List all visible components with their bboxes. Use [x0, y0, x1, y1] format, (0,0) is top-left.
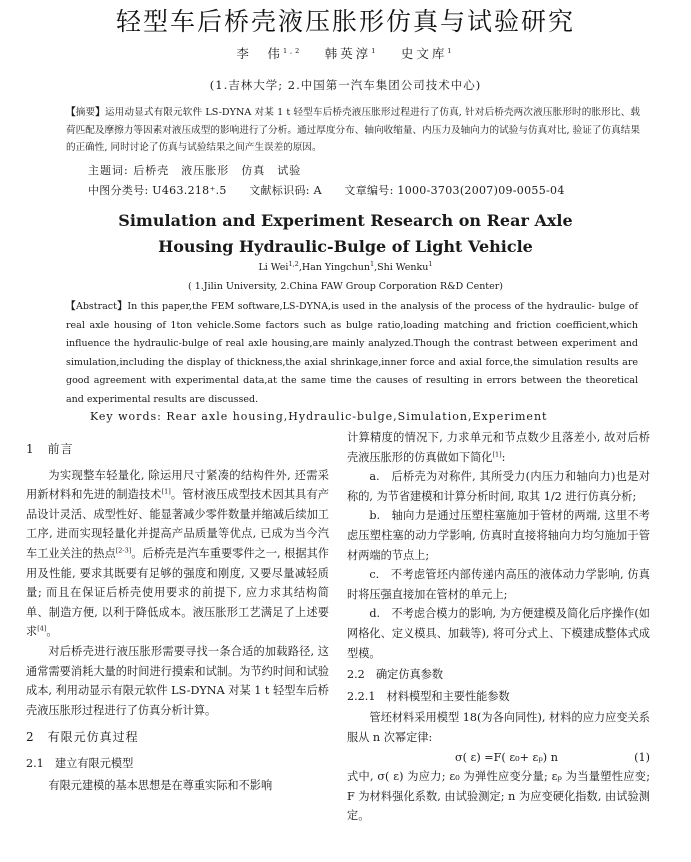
abstract-en-label: Abstract	[75, 301, 117, 312]
equation	[347, 748, 650, 768]
affiliation-en: ( 1.Jilin University, 2.China FAW Group Corporation R&D Center)	[188, 281, 503, 292]
equation-number: (1)	[634, 750, 650, 764]
paragraph: 对后桥壳进行液压胀形需要寻找一条合适的加载路径, 这通常需要消耗大量的时间进行摸索和试制。为节约时间和试验成本, 利用动显示有限元软件 LS-DYNA 对某 1 t 轻型车后桥壳液压胀形过程进行了仿真分析计算。	[26, 644, 329, 717]
keywords-en: Key words: Rear axle housing,Hydraulic-bulge,Simulation,Experiment	[90, 410, 548, 423]
citation: [4]	[37, 624, 47, 633]
author-sup: 1	[447, 46, 455, 55]
paper-title-en	[0, 208, 691, 260]
list-item: d. 不考虑合模力的影响, 为方便建模及简化后序操作(如网格化、定义模具、加载等), 将可分式上、下模建成整体式成型模。	[347, 607, 650, 660]
list-item: c. 不考虑管坯内部传递内高压的液体动力学影响, 仿真时将压强直接加在管材的单元上;	[347, 568, 650, 601]
keywords-cn: 主题词: 后桥壳 液压胀形 仿真 试验	[88, 164, 302, 177]
author-name: 史文库	[400, 46, 448, 61]
subsection-heading: 2.1 建立有限元模型	[26, 756, 134, 770]
abstract-cn: 【摘要】运用动显式有限元软件 LS-DYNA 对某 1 t 轻型车后桥壳液压胀形过程进行了仿真, 针对后桥壳两次液压胀形时的胀形比、载荷匹配及摩擦力等因素对液压成型的影响进行了分析。通过厚度分布、轴向收缩量、内压力及轴向力的试验与仿真对比, 验证了仿真结果的正确性, 同时讨论了仿真与试验结果之间产生误差的原因。	[66, 107, 641, 153]
section-heading: 1 前言	[26, 442, 74, 456]
abstract-cn-text: 运用动显式有限元软件 LS-DYNA 对某 1 t 轻型车后桥壳液压胀形过程进行了仿真, 针对后桥壳两次液压胀形时的胀形比、载荷匹配及摩擦力等因素对液压成型的影响进行了分析。通过厚度分布、轴向收缩量、内压力及轴向力的试验与仿真对比, 验证了仿真结果的正确性, 同时讨论了仿真与试验结果之间产生误差的原因。	[66, 107, 641, 153]
author-sup: 1,2	[282, 46, 303, 55]
paragraph: 管坯材料采用模型 18(为各向同性), 材料的应力应变关系服从 n 次幂定律:	[347, 711, 650, 744]
left-column	[26, 432, 329, 795]
author-name: 韩英淳	[324, 46, 372, 61]
author-sup: 1	[371, 46, 379, 55]
author-name: Li Wei	[258, 262, 289, 273]
citation: [2-3]	[115, 546, 132, 555]
list-item: b. 轴向力是通过压塑柱塞施加于管材的两端, 这里不考虑压塑柱塞的动力学影响, 仿真时直接将轴向力均匀施加于管材两端的节点上;	[347, 509, 650, 562]
abstract-en: 【Abstract】In this paper,the FEM software,LS-DYNA,is used in the analysis of the process of the hydraulic- bulge of real axle housing of 1ton vehicle.Some factors such as bulge ratio,loading matching and friction coefficient,which influence the hydraulic-bulge of real axle housing,are mainly analyzed.Though the contrast between experiment and simulation,including the display of thickness,the axial shrinkage,inner force and axial force,the simulation results are good agreement with experimental data,at the same time the causes of resulting in errors between the theoretical and experimental results are discussed.	[66, 301, 638, 405]
section-heading: 2 有限元仿真过程	[26, 730, 139, 745]
abstract-cn-label: 摘要	[75, 107, 96, 118]
author-name: 李 伟	[236, 46, 283, 61]
authors-cn	[0, 44, 691, 62]
author-sup: 1	[369, 259, 375, 268]
subsubsection-heading: 2.2.1 材料模型和主要性能参数	[347, 689, 510, 703]
citation: [1]	[161, 487, 171, 496]
paper-title-cn: 轻型车后桥壳液压胀形仿真与试验研究	[115, 7, 575, 36]
author-name: Shi Wenku	[377, 262, 429, 273]
author-sup: 1	[428, 259, 433, 268]
classification-cn: 中图分类号: U463.218⁺.5 文献标识码: A 文章编号: 1000-3703(2007)09-0055-04	[88, 184, 565, 197]
paragraph: 计算精度的情况下, 力求单元和节点数少且落差小, 故对后桥壳液压胀形的仿真做如下简化[1]:	[347, 431, 650, 464]
right-column	[347, 428, 650, 826]
paragraph: 为实现整车轻量化, 除运用尺寸紧凑的结构件外, 还需采用新材料和先进的制造技术[1]。管材液压成型技术因其具有产品设计灵活、成型性好、能显著减少零件数量并缩减后续加工工序, 进而实现轻量化并提高产品质量等优点, 已成为当今汽车工业关注的热点[2-3]。后桥壳是汽车重要零件之一, 根据其作用及性能, 要求其既要有足够的强度和刚度, 又要尽量减轻质量; 而且在保证后桥壳使用要求的前提下, 应力求其结构简单、制造方便, 以利于降低成本。液压胀形工艺满足了上述要求[4]。	[26, 468, 329, 639]
title-en-line: Simulation and Experiment Research on Rear Axle	[118, 211, 573, 230]
author-sup: 1,2	[288, 259, 299, 268]
abstract-en-text: In this paper,the FEM software,LS-DYNA,is used in the analysis of the process of the hydraulic- bulge of real axle housing of 1ton vehicle.Some factors such as bulge ratio,loading matching and friction coefficient,which influence the hydraulic-bulge of real axle housing,are mainly analyzed.Though the contrast between experiment and simulation,including the display of thickness,the axial shrinkage,inner force and axial force,the simulation results are good agreement with experimental data,at the same time the causes of resulting in errors between the theoretical and experimental results are discussed.	[66, 301, 638, 405]
paragraph: 有限元建模的基本思想是在尊重实际和不影响	[48, 778, 273, 792]
list-item: a. 后桥壳为对称件, 其所受力(内压力和轴向力)也是对称的, 为节省建模和计算分析时间, 取其 1/2 进行仿真分析;	[347, 470, 650, 503]
authors-en: Li Wei$^{1,2}$,Han Yingchun$^1$,Shi Wenku$^1$	[258, 259, 433, 273]
subsection-heading: 2.2 确定仿真参数	[347, 668, 444, 682]
title-en-line: Housing Hydraulic-Bulge of Light Vehicle	[158, 237, 533, 256]
equation-body: σ( ε) =F( ε₀+ εₚ) n	[455, 750, 558, 764]
paragraph: 式中, σ( ε) 为应力; ε₀ 为弹性应变分量; εₚ 为当量塑性应变; F 为材料强化系数, 由试验测定; n 为应变硬化指数, 由试验测定。	[347, 770, 650, 823]
citation: [1]	[492, 449, 502, 458]
author-name: Han Yingchun	[301, 262, 370, 273]
affiliation-cn: (1.吉林大学; 2.中国第一汽车集团公司技术中心)	[209, 78, 482, 92]
